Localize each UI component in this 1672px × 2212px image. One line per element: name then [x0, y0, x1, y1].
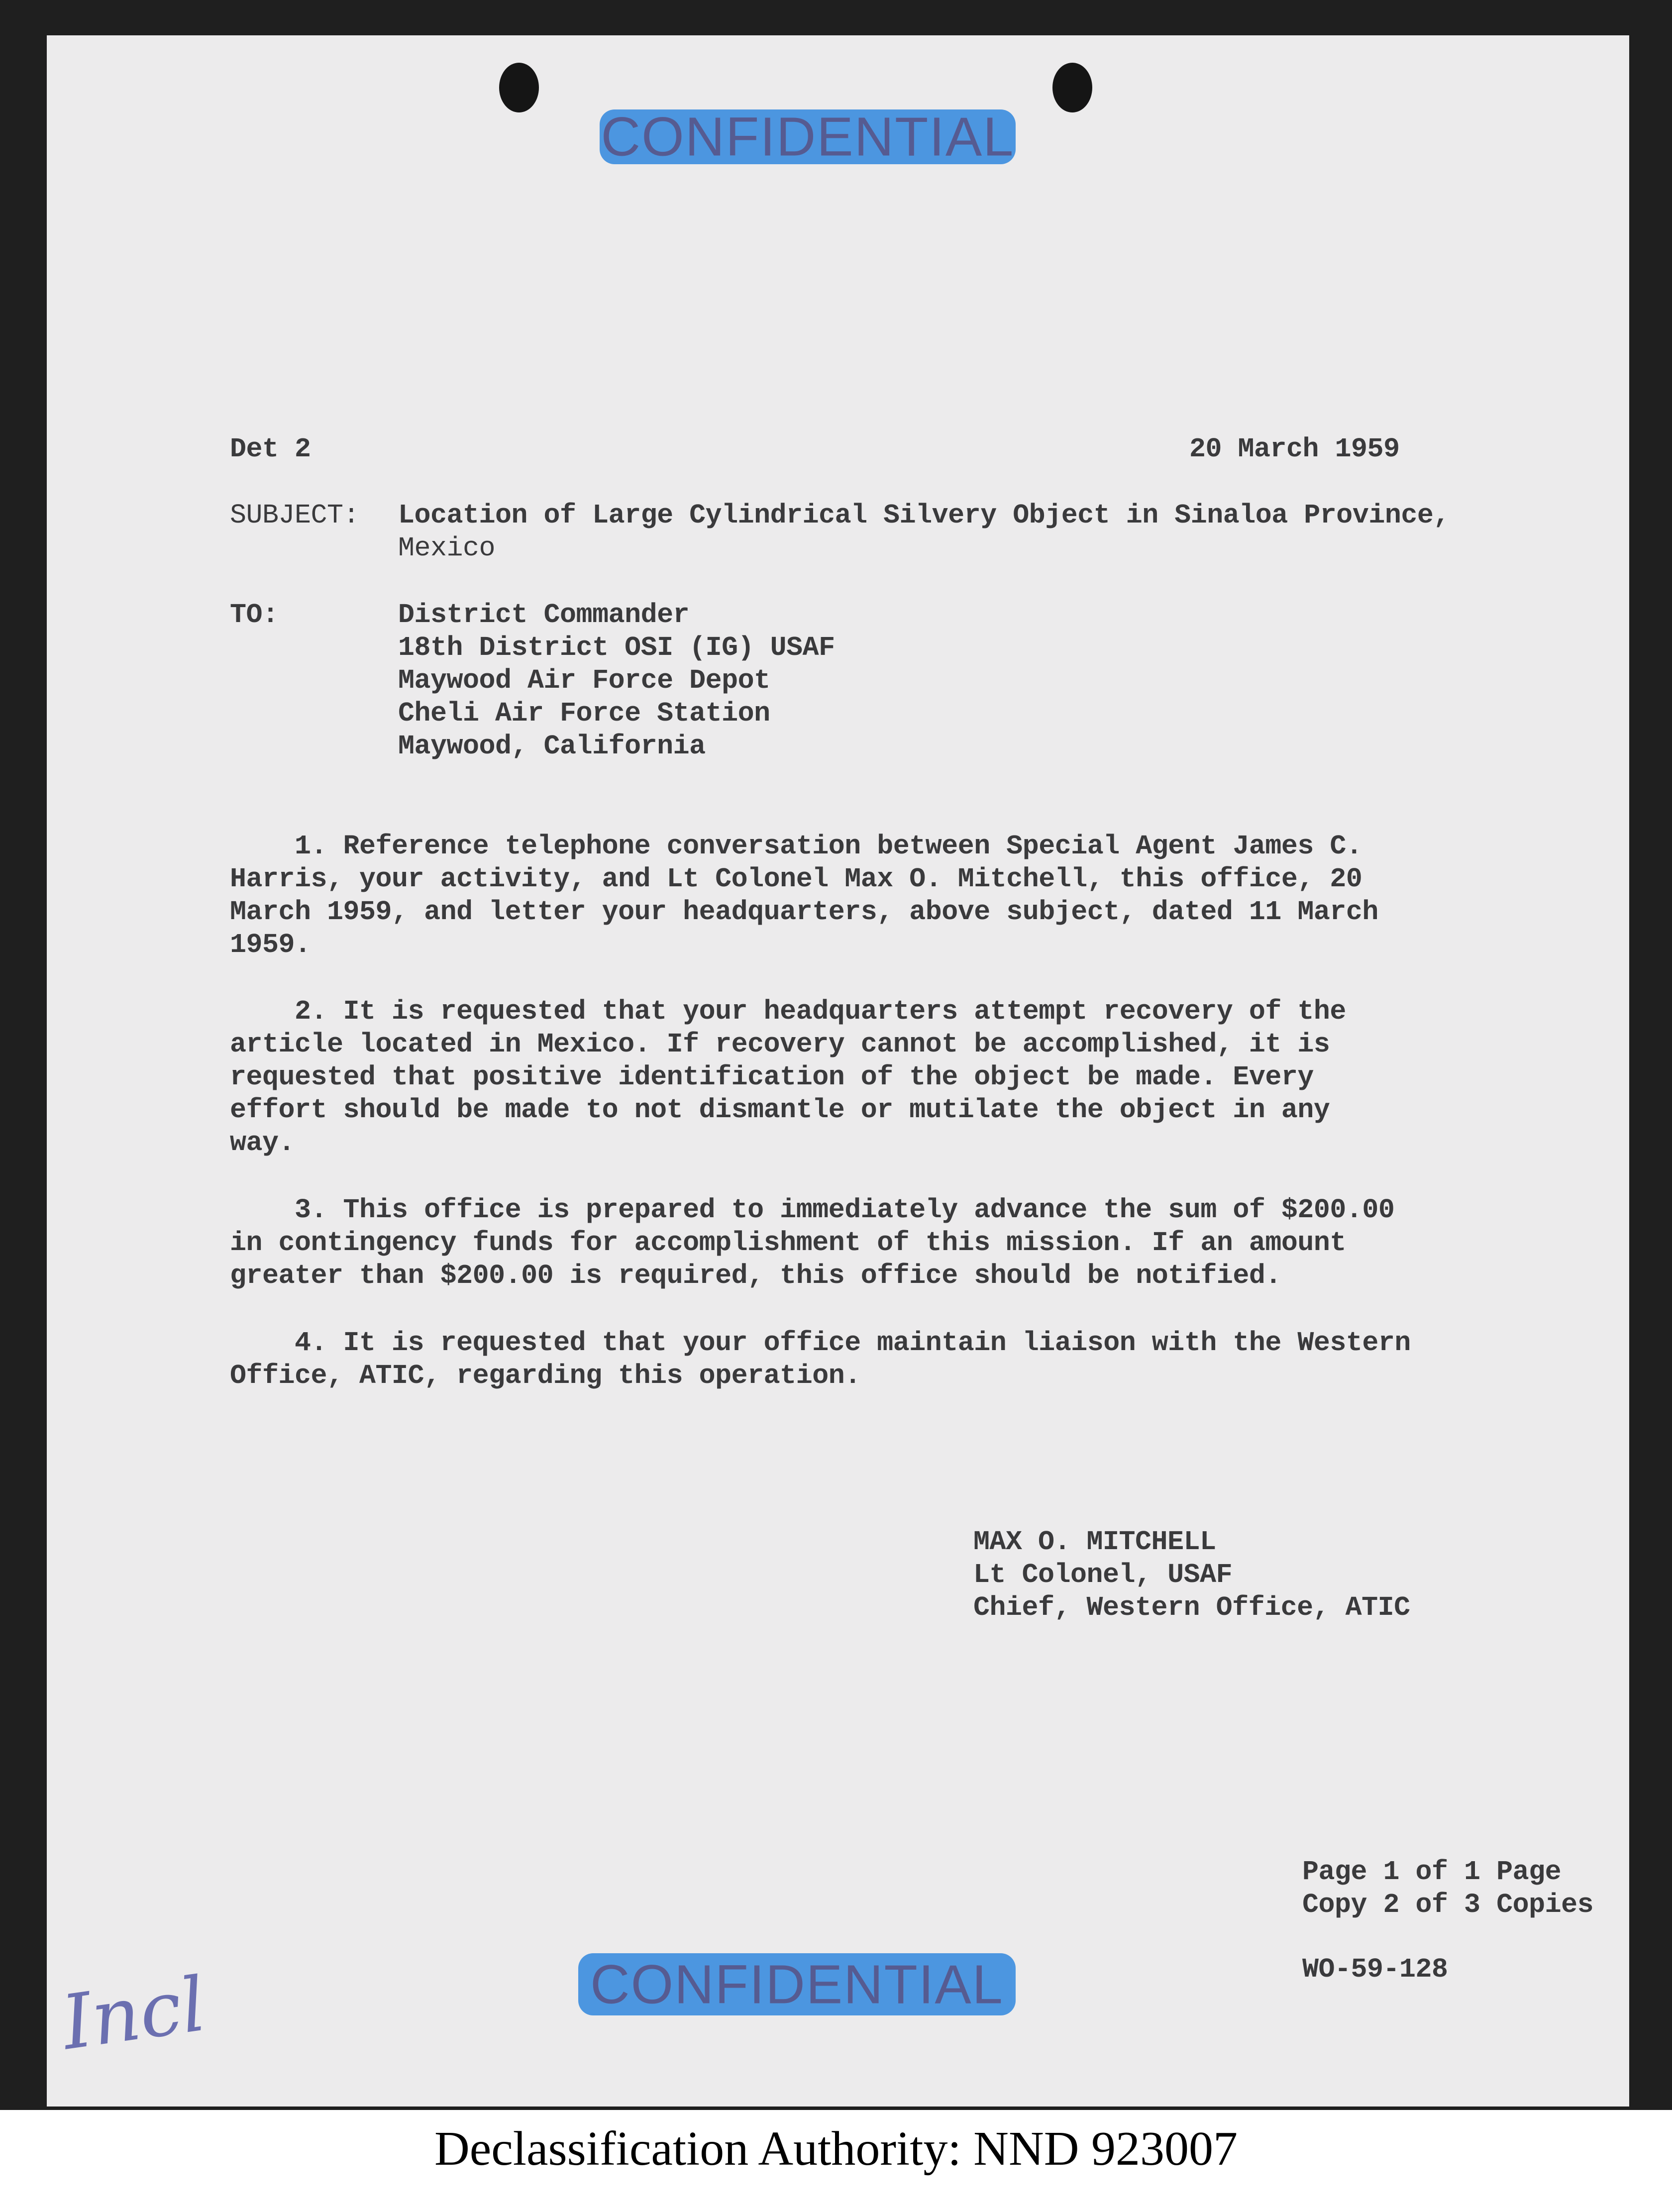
signer-rank: Lt Colonel, USAF [973, 1559, 1233, 1590]
paragraph-line: effort should be made to not dismantle or mutilate the object in any [230, 1094, 1330, 1126]
paragraph-line: 2. It is requested that your headquarters attempt recovery of the [230, 996, 1346, 1027]
paragraph-line: way. [230, 1127, 295, 1159]
to-label: TO: [230, 599, 279, 631]
paragraph-line: 1. Reference telephone conversation between Special Agent James C. [230, 831, 1362, 862]
paragraph-line: 3. This office is prepared to immediately advance the sum of $200.00 [230, 1194, 1395, 1226]
paragraph-line: 1959. [230, 929, 311, 960]
address-line: 18th District OSI (IG) USAF [398, 632, 835, 663]
punch-hole [499, 63, 539, 112]
address-line: Maywood, California [398, 731, 706, 762]
page-count: Page 1 of 1 Page [1302, 1856, 1562, 1888]
declassification-caption: Declassification Authority: NND 923007 [434, 2122, 1238, 2176]
office-designation: Det 2 [230, 433, 311, 465]
paragraph-line: greater than $200.00 is required, this office should be notified. [230, 1260, 1281, 1291]
address-line: Cheli Air Force Station [398, 698, 770, 729]
paragraph-line: article located in Mexico. If recovery cannot be accomplished, it is [230, 1029, 1330, 1060]
paragraph-line: requested that positive identification of the object be made. Every [230, 1061, 1314, 1093]
subject-line: Location of Large Cylindrical Silvery Object in Sinaloa Province, [398, 500, 1450, 531]
letter-date: 20 March 1959 [1189, 433, 1400, 465]
signer-title: Chief, Western Office, ATIC [973, 1592, 1410, 1623]
confidential-stamp-top: CONFIDENTIAL [600, 109, 1016, 164]
address-line: District Commander [398, 599, 690, 631]
address-line: Maywood Air Force Depot [398, 665, 770, 696]
control-number: WO-59-128 [1302, 1954, 1448, 1985]
paragraph-line: March 1959, and letter your headquarters, above subject, dated 11 March [230, 896, 1378, 928]
paragraph-line: 4. It is requested that your office maintain liaison with the Western [230, 1327, 1411, 1359]
signer-name: MAX O. MITCHELL [973, 1526, 1216, 1558]
handwritten-note: Incl [57, 1961, 211, 2067]
punch-hole [1052, 63, 1092, 112]
paragraph-line: Office, ATIC, regarding this operation. [230, 1360, 861, 1391]
paragraph-line: in contingency funds for accomplishment of this mission. If an amount [230, 1227, 1346, 1259]
confidential-stamp-bottom: CONFIDENTIAL [578, 1953, 1016, 2015]
subject-line: Mexico [398, 532, 496, 564]
paragraph-line: Harris, your activity, and Lt Colonel Max O. Mitchell, this office, 20 [230, 863, 1362, 895]
subject-label: SUBJECT: [230, 500, 360, 531]
copy-count: Copy 2 of 3 Copies [1302, 1889, 1594, 1920]
